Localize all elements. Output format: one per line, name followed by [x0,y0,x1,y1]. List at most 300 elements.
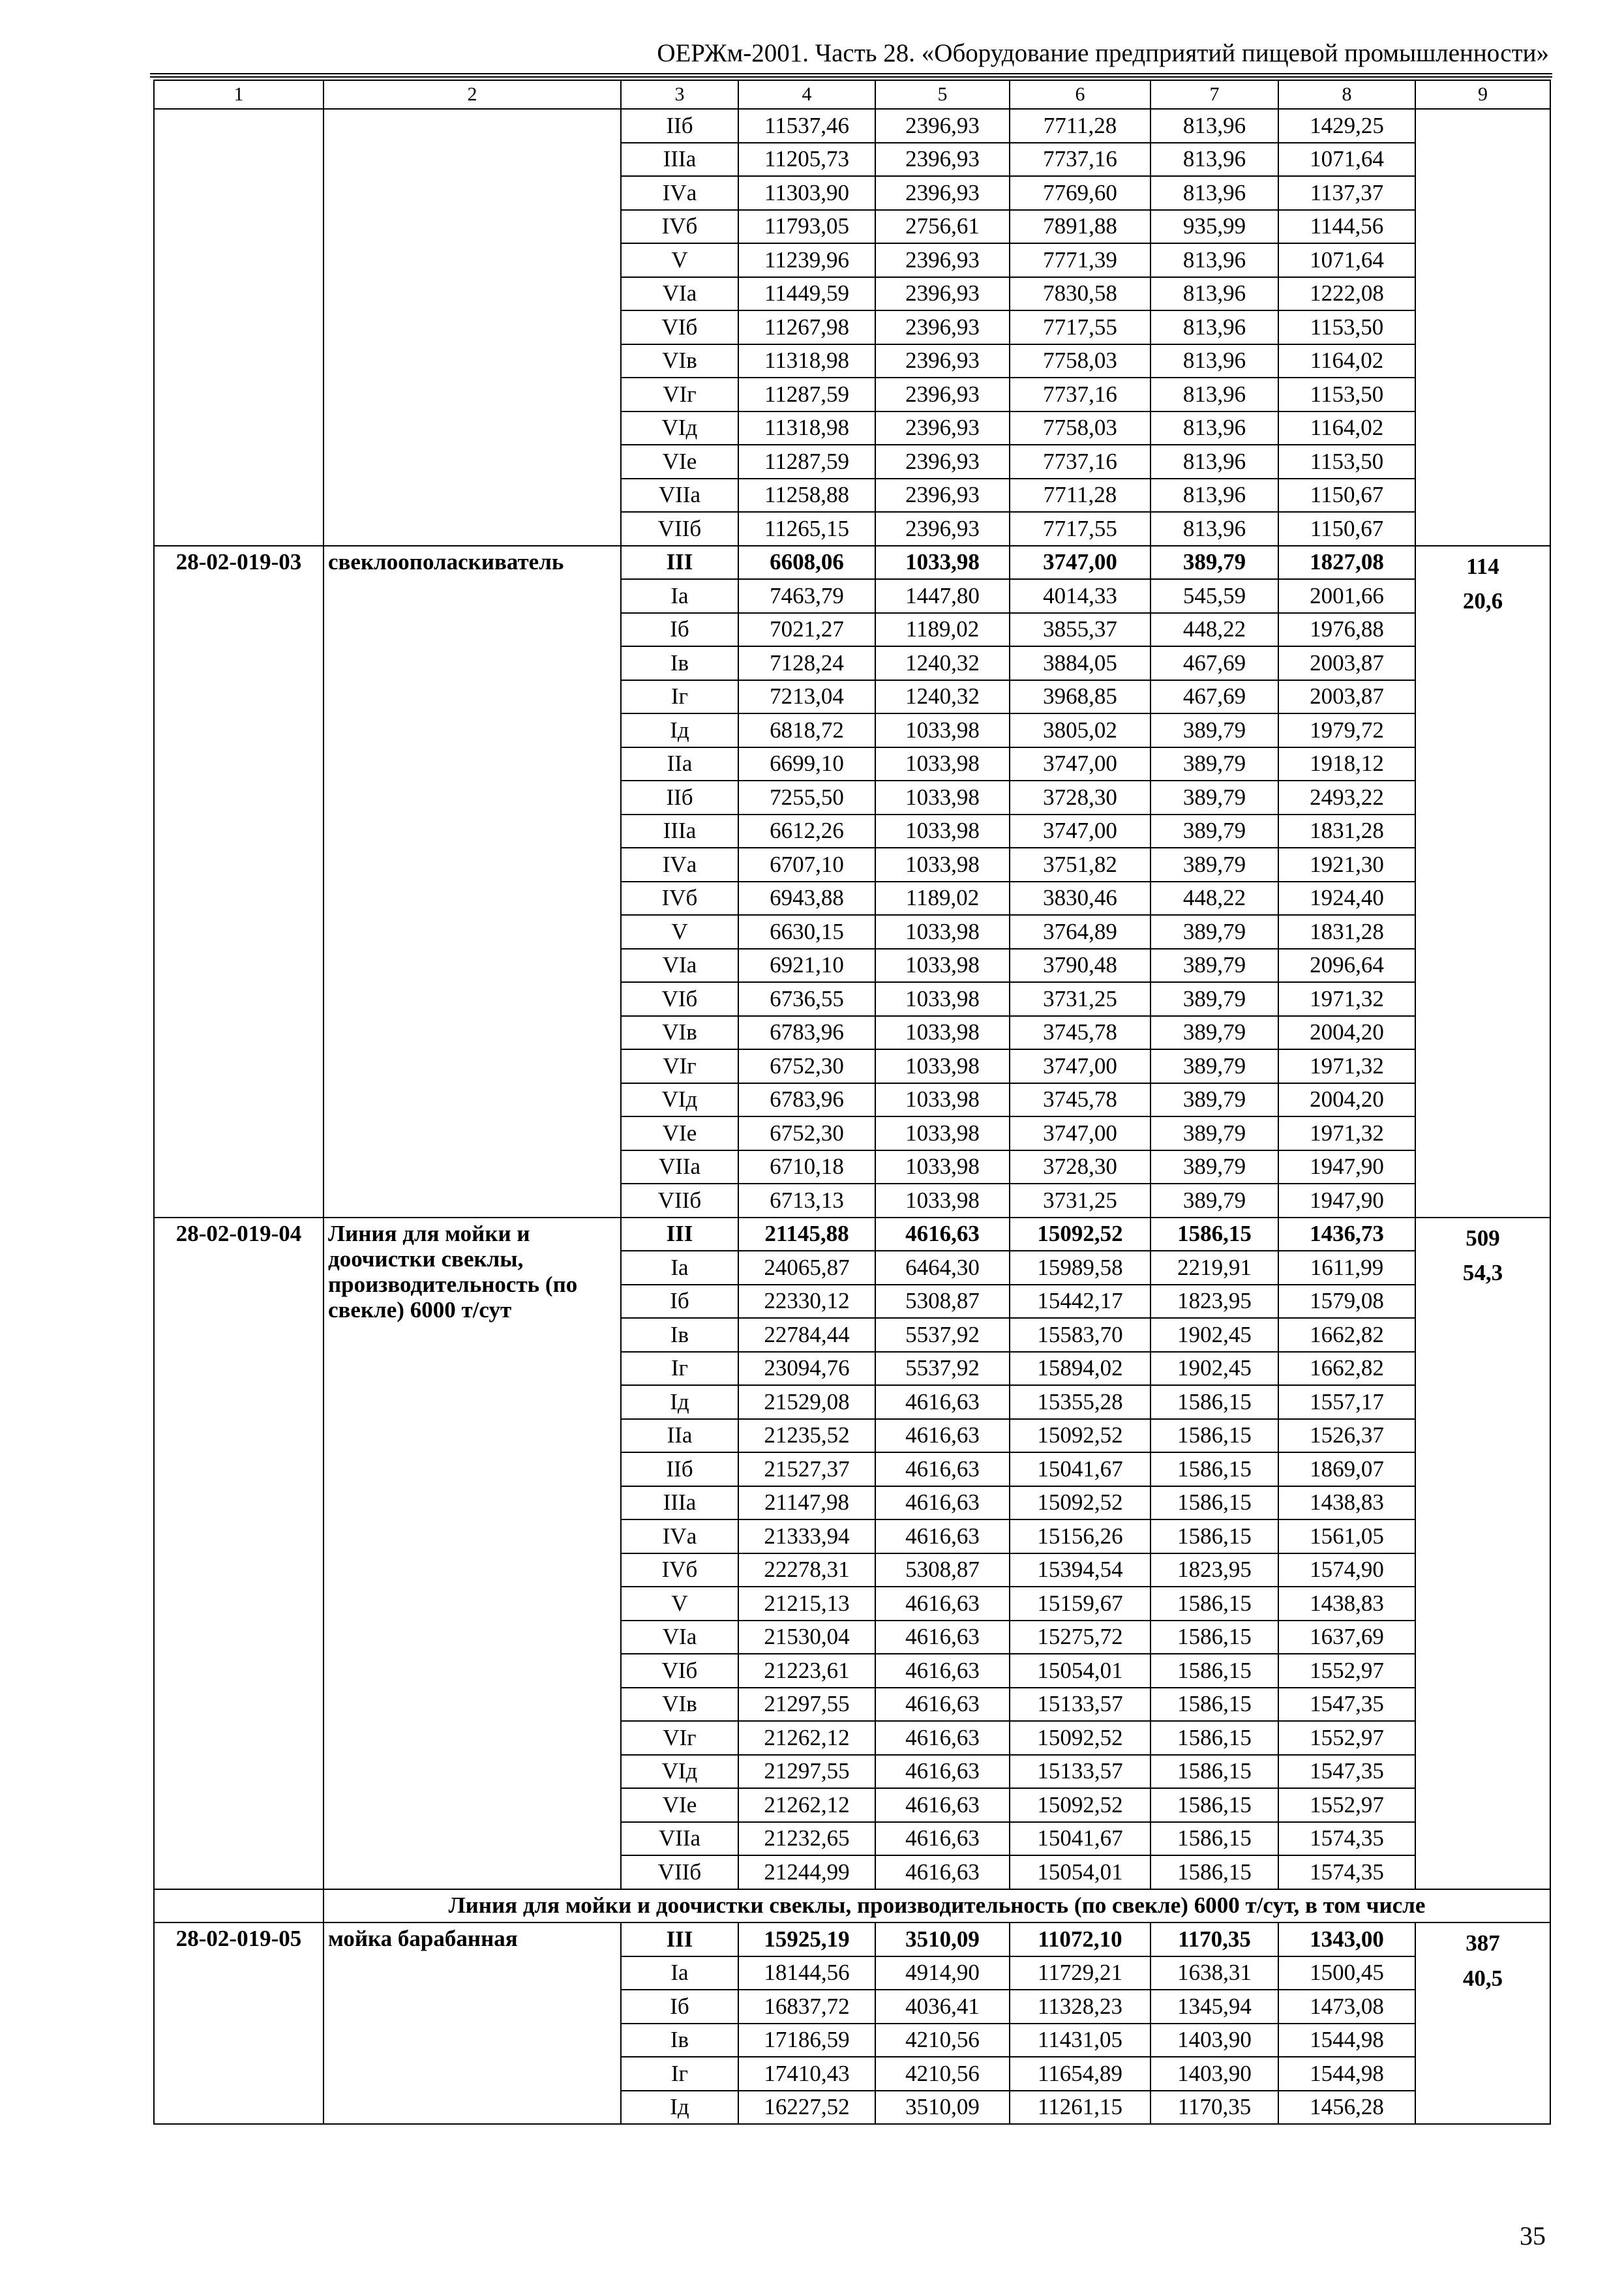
zone-cell: VIIа [621,1822,738,1856]
column-number-cell: 5 [875,80,1010,109]
value-cell: 1586,15 [1150,1755,1278,1789]
value-cell: 15159,67 [1010,1587,1150,1621]
value-cell: 2396,93 [875,176,1010,210]
value-cell: 3510,09 [875,2091,1010,2125]
value-cell: 2396,93 [875,277,1010,311]
value-cell: 1033,98 [875,1184,1010,1218]
zone-cell: V [621,243,738,277]
value-cell: 389,79 [1150,747,1278,781]
value-cell: 4036,41 [875,1990,1010,2024]
value-cell: 6630,15 [738,915,875,949]
value-cell: 1947,90 [1278,1150,1415,1184]
item-code: 28-02-019-05 [154,1922,323,2124]
item-name: мойка барабанная [323,1922,621,2124]
zone-cell: VIб [621,1654,738,1688]
value-cell: 1574,90 [1278,1553,1415,1587]
value-cell: 3884,05 [1010,646,1150,680]
zone-cell: IVб [621,1553,738,1587]
column-number-cell: 1 [154,80,323,109]
value-cell: 389,79 [1150,848,1278,882]
value-cell: 448,22 [1150,882,1278,916]
value-cell: 1586,15 [1150,1822,1278,1856]
value-cell: 1831,28 [1278,915,1415,949]
extra-value: 509 [1466,1225,1500,1251]
value-cell: 21244,99 [738,1855,875,1889]
value-cell: 15133,57 [1010,1688,1150,1722]
value-cell: 1547,35 [1278,1688,1415,1722]
value-cell: 1189,02 [875,613,1010,647]
value-cell: 1144,56 [1278,210,1415,244]
value-cell: 21297,55 [738,1688,875,1722]
zone-cell: IIIа [621,815,738,848]
value-cell: 1552,97 [1278,1788,1415,1822]
value-cell: 1586,15 [1150,1385,1278,1419]
value-cell: 2756,61 [875,210,1010,244]
value-cell: 7711,28 [1010,109,1150,143]
empty-cell [154,1889,323,1923]
zone-cell: III [621,546,738,580]
value-cell: 1033,98 [875,815,1010,848]
value-cell: 1153,50 [1278,445,1415,479]
zone-cell: Iа [621,1956,738,1990]
value-cell: 389,79 [1150,815,1278,848]
value-cell: 7255,50 [738,781,875,815]
value-cell: 7769,60 [1010,176,1150,210]
value-cell: 1343,00 [1278,1922,1415,1956]
value-cell: 1586,15 [1150,1419,1278,1453]
value-cell: 11303,90 [738,176,875,210]
zone-cell: IIб [621,1452,738,1486]
value-cell: 4616,63 [875,1755,1010,1789]
value-cell: 4616,63 [875,1218,1010,1251]
value-cell: 813,96 [1150,344,1278,378]
value-cell: 11328,23 [1010,1990,1150,2024]
value-cell: 4616,63 [875,1452,1010,1486]
value-cell: 15054,01 [1010,1855,1150,1889]
value-cell: 7021,27 [738,613,875,647]
value-cell: 1976,88 [1278,613,1415,647]
value-cell: 1033,98 [875,915,1010,949]
value-cell: 1574,35 [1278,1855,1415,1889]
zone-cell: Iг [621,1352,738,1386]
value-cell: 3731,25 [1010,982,1150,1016]
value-cell: 7737,16 [1010,445,1150,479]
section-title-row [154,1889,1550,1923]
value-cell: 3745,78 [1010,1016,1150,1050]
value-cell: 15894,02 [1010,1352,1150,1386]
value-cell: 1150,67 [1278,479,1415,513]
value-cell: 813,96 [1150,143,1278,177]
zone-cell: IVа [621,176,738,210]
zone-cell: IIб [621,781,738,815]
value-cell: 16227,52 [738,2091,875,2125]
zone-cell: VIIб [621,1855,738,1889]
value-cell: 389,79 [1150,1049,1278,1083]
value-cell: 1403,90 [1150,2057,1278,2091]
zone-cell: Iд [621,713,738,747]
zone-cell: Iв [621,646,738,680]
value-cell: 1544,98 [1278,2057,1415,2091]
value-cell: 2003,87 [1278,680,1415,714]
value-cell: 6943,88 [738,882,875,916]
value-cell: 389,79 [1150,713,1278,747]
zone-cell: IIа [621,747,738,781]
value-cell: 389,79 [1150,949,1278,983]
value-cell: 5308,87 [875,1553,1010,1587]
zone-cell: VIв [621,344,738,378]
value-cell: 813,96 [1150,243,1278,277]
value-cell: 15583,70 [1010,1318,1150,1352]
zone-cell: VIе [621,445,738,479]
value-cell: 1947,90 [1278,1184,1415,1218]
value-cell: 389,79 [1150,781,1278,815]
item-name: Линия для мойки и доочистки свеклы, производительность (по свекле) 6000 т/сут [323,1218,621,1889]
value-cell: 1971,32 [1278,1116,1415,1150]
value-cell: 1586,15 [1150,1587,1278,1621]
value-cell: 1586,15 [1150,1788,1278,1822]
zone-cell: Iв [621,1318,738,1352]
item-name [323,109,621,546]
value-cell: 545,59 [1150,579,1278,613]
header-divider [150,73,1552,78]
value-cell: 1921,30 [1278,848,1415,882]
value-cell: 1586,15 [1150,1621,1278,1654]
value-cell: 2396,93 [875,479,1010,513]
value-cell: 5537,92 [875,1352,1010,1386]
value-cell: 21235,52 [738,1419,875,1453]
value-cell: 3745,78 [1010,1083,1150,1117]
value-cell: 1552,97 [1278,1721,1415,1755]
column-number-cell: 6 [1010,80,1150,109]
value-cell: 7717,55 [1010,512,1150,546]
value-cell: 7463,79 [738,579,875,613]
zone-cell: Iб [621,1285,738,1319]
value-cell: 2396,93 [875,310,1010,344]
value-cell: 15041,67 [1010,1452,1150,1486]
value-cell: 3968,85 [1010,680,1150,714]
table-row [154,1218,1550,1251]
value-cell: 7128,24 [738,646,875,680]
column-number-cell: 2 [323,80,621,109]
value-cell: 11729,21 [1010,1956,1150,1990]
zone-cell: VIIб [621,1184,738,1218]
zone-cell: IIIа [621,1486,738,1520]
zone-cell: III [621,1218,738,1251]
value-cell: 1033,98 [875,1116,1010,1150]
value-cell: 1586,15 [1150,1519,1278,1553]
value-cell: 11239,96 [738,243,875,277]
item-code: 28-02-019-03 [154,546,323,1218]
value-cell: 11287,59 [738,445,875,479]
value-cell: 4616,63 [875,1788,1010,1822]
value-cell: 3747,00 [1010,1116,1150,1150]
value-cell: 15054,01 [1010,1654,1150,1688]
value-cell: 6710,18 [738,1150,875,1184]
item-code [154,109,323,546]
value-cell: 3747,00 [1010,815,1150,848]
value-cell: 15442,17 [1010,1285,1150,1319]
zone-cell: IVб [621,882,738,916]
value-cell: 11449,59 [738,277,875,311]
zone-cell: VIа [621,949,738,983]
value-cell: 6608,06 [738,546,875,580]
value-cell: 11258,88 [738,479,875,513]
page-header-title: ОЕРЖм-2001. Часть 28. «Оборудование предприятий пищевой промышленности» [657,39,1549,67]
zone-cell: V [621,915,738,949]
value-cell: 15394,54 [1010,1553,1150,1587]
zone-cell: VIIа [621,479,738,513]
table-row [154,546,1550,580]
value-cell: 1586,15 [1150,1654,1278,1688]
zone-cell: VIIа [621,1150,738,1184]
value-cell: 2396,93 [875,445,1010,479]
value-cell: 1033,98 [875,781,1010,815]
item-code: 28-02-019-04 [154,1218,323,1889]
column-number-cell: 9 [1415,80,1550,109]
value-cell: 11267,98 [738,310,875,344]
zone-cell: VIг [621,1049,738,1083]
column-number-cell: 3 [621,80,738,109]
table-row [154,1922,1550,1956]
value-cell: 7717,55 [1010,310,1150,344]
value-cell: 21223,61 [738,1654,875,1688]
column-number-cell: 8 [1278,80,1415,109]
column-number-cell: 4 [738,80,875,109]
value-cell: 1033,98 [875,1049,1010,1083]
value-cell: 4616,63 [875,1721,1010,1755]
value-cell: 2396,93 [875,109,1010,143]
value-cell: 813,96 [1150,411,1278,445]
value-cell: 389,79 [1150,1016,1278,1050]
value-cell: 2004,20 [1278,1083,1415,1117]
value-cell: 17410,43 [738,2057,875,2091]
value-cell: 6783,96 [738,1016,875,1050]
item-name: свеклоополаскиватель [323,546,621,1218]
zone-cell: IIа [621,1419,738,1453]
value-cell: 389,79 [1150,915,1278,949]
value-cell: 1979,72 [1278,713,1415,747]
value-cell: 21529,08 [738,1385,875,1419]
zone-cell: VIб [621,310,738,344]
value-cell: 11318,98 [738,411,875,445]
value-cell: 6752,30 [738,1049,875,1083]
value-cell: 1456,28 [1278,2091,1415,2125]
value-cell: 1189,02 [875,882,1010,916]
value-cell: 1547,35 [1278,1755,1415,1789]
value-cell: 6707,10 [738,848,875,882]
value-cell: 4616,63 [875,1822,1010,1856]
column-number-cell: 7 [1150,80,1278,109]
page-number: 35 [1520,2221,1546,2251]
value-cell: 7758,03 [1010,411,1150,445]
value-cell: 21530,04 [738,1621,875,1654]
value-cell: 448,22 [1150,613,1278,647]
zone-cell: IIIа [621,143,738,177]
zone-cell: IVб [621,210,738,244]
value-cell: 4616,63 [875,1385,1010,1419]
value-cell: 11287,59 [738,378,875,411]
value-cell: 3728,30 [1010,1150,1150,1184]
value-cell: 11265,15 [738,512,875,546]
value-cell: 389,79 [1150,546,1278,580]
value-cell: 3747,00 [1010,546,1150,580]
extra-value: 54,3 [1462,1260,1503,1285]
zone-cell: Iд [621,1385,738,1419]
value-cell: 1637,69 [1278,1621,1415,1654]
value-cell: 1033,98 [875,982,1010,1016]
extra-values-cell [1415,1218,1550,1889]
extra-value: 114 [1466,553,1499,579]
value-cell: 21145,88 [738,1218,875,1251]
value-cell: 2396,93 [875,378,1010,411]
value-cell: 1137,37 [1278,176,1415,210]
table-row [154,109,1550,143]
value-cell: 1638,31 [1150,1956,1278,1990]
value-cell: 813,96 [1150,277,1278,311]
value-cell: 1164,02 [1278,411,1415,445]
value-cell: 1586,15 [1150,1721,1278,1755]
value-cell: 2001,66 [1278,579,1415,613]
value-cell: 15275,72 [1010,1621,1150,1654]
value-cell: 4014,33 [1010,579,1150,613]
value-cell: 6736,55 [738,982,875,1016]
value-cell: 3728,30 [1010,781,1150,815]
zone-cell: V [621,1587,738,1621]
value-cell: 1240,32 [875,680,1010,714]
value-cell: 1473,08 [1278,1990,1415,2024]
value-cell: 7213,04 [738,680,875,714]
extra-values-cell [1415,546,1550,1218]
value-cell: 1561,05 [1278,1519,1415,1553]
value-cell: 1586,15 [1150,1452,1278,1486]
value-cell: 1436,73 [1278,1218,1415,1251]
section-title: Линия для мойки и доочистки свеклы, производительность (по свекле) 6000 т/сут, в том числе [323,1889,1550,1923]
value-cell: 2396,93 [875,512,1010,546]
value-cell: 21147,98 [738,1486,875,1520]
value-cell: 1586,15 [1150,1218,1278,1251]
zone-cell: VIб [621,982,738,1016]
value-cell: 2396,93 [875,344,1010,378]
value-cell: 1544,98 [1278,2024,1415,2057]
value-cell: 15989,58 [1010,1251,1150,1285]
value-cell: 6783,96 [738,1083,875,1117]
value-cell: 6921,10 [738,949,875,983]
zone-cell: VIг [621,378,738,411]
value-cell: 7771,39 [1010,243,1150,277]
zone-cell: VIе [621,1116,738,1150]
value-cell: 1033,98 [875,848,1010,882]
value-cell: 15092,52 [1010,1486,1150,1520]
zone-cell: Iд [621,2091,738,2125]
value-cell: 1586,15 [1150,1688,1278,1722]
value-cell: 813,96 [1150,512,1278,546]
value-cell: 3764,89 [1010,915,1150,949]
value-cell: 4616,63 [875,1486,1010,1520]
value-cell: 1429,25 [1278,109,1415,143]
value-cell: 4914,90 [875,1956,1010,1990]
value-cell: 15041,67 [1010,1822,1150,1856]
value-cell: 4210,56 [875,2057,1010,2091]
value-cell: 1033,98 [875,747,1010,781]
value-cell: 3510,09 [875,1922,1010,1956]
zone-cell: Iб [621,613,738,647]
value-cell: 1823,95 [1150,1285,1278,1319]
value-cell: 6818,72 [738,713,875,747]
zone-cell: Iг [621,680,738,714]
value-cell: 4616,63 [875,1654,1010,1688]
value-cell: 389,79 [1150,1116,1278,1150]
value-cell: 11654,89 [1010,2057,1150,2091]
value-cell: 6464,30 [875,1251,1010,1285]
value-cell: 6699,10 [738,747,875,781]
value-cell: 7737,16 [1010,143,1150,177]
value-cell: 15156,26 [1010,1519,1150,1553]
value-cell: 1071,64 [1278,143,1415,177]
value-cell: 7830,58 [1010,277,1150,311]
value-cell: 1662,82 [1278,1318,1415,1352]
value-cell: 2396,93 [875,143,1010,177]
value-cell: 1827,08 [1278,546,1415,580]
value-cell: 813,96 [1150,310,1278,344]
value-cell: 3731,25 [1010,1184,1150,1218]
value-cell: 11072,10 [1010,1922,1150,1956]
value-cell: 1869,07 [1278,1452,1415,1486]
value-cell: 1240,32 [875,646,1010,680]
value-cell: 389,79 [1150,982,1278,1016]
zone-cell: VIг [621,1721,738,1755]
value-cell: 17186,59 [738,2024,875,2057]
value-cell: 4616,63 [875,1519,1010,1553]
value-cell: 21333,94 [738,1519,875,1553]
value-cell: 1033,98 [875,1150,1010,1184]
value-cell: 21232,65 [738,1822,875,1856]
zone-cell: VIа [621,277,738,311]
value-cell: 1150,67 [1278,512,1415,546]
value-cell: 467,69 [1150,680,1278,714]
value-cell: 1071,64 [1278,243,1415,277]
value-cell: 7891,88 [1010,210,1150,244]
value-cell: 389,79 [1150,1150,1278,1184]
zone-cell: Iб [621,1990,738,2024]
value-cell: 389,79 [1150,1184,1278,1218]
value-cell: 3805,02 [1010,713,1150,747]
zone-cell: VIа [621,1621,738,1654]
value-cell: 6713,13 [738,1184,875,1218]
zone-cell: Iг [621,2057,738,2091]
value-cell: 2004,20 [1278,1016,1415,1050]
zone-cell: VIв [621,1016,738,1050]
value-cell: 18144,56 [738,1956,875,1990]
value-cell: 3855,37 [1010,613,1150,647]
value-cell: 1586,15 [1150,1486,1278,1520]
value-cell: 21527,37 [738,1452,875,1486]
value-cell: 813,96 [1150,378,1278,411]
value-cell: 16837,72 [738,1990,875,2024]
value-cell: 1586,15 [1150,1855,1278,1889]
zone-cell: IVа [621,1519,738,1553]
value-cell: 15092,52 [1010,1218,1150,1251]
value-cell: 4616,63 [875,1419,1010,1453]
value-cell: 11537,46 [738,109,875,143]
value-cell: 1438,83 [1278,1486,1415,1520]
value-cell: 1902,45 [1150,1318,1278,1352]
value-cell: 1500,45 [1278,1956,1415,1990]
value-cell: 1438,83 [1278,1587,1415,1621]
value-cell: 1831,28 [1278,815,1415,848]
value-cell: 813,96 [1150,176,1278,210]
value-cell: 21262,12 [738,1788,875,1822]
value-cell: 3751,82 [1010,848,1150,882]
